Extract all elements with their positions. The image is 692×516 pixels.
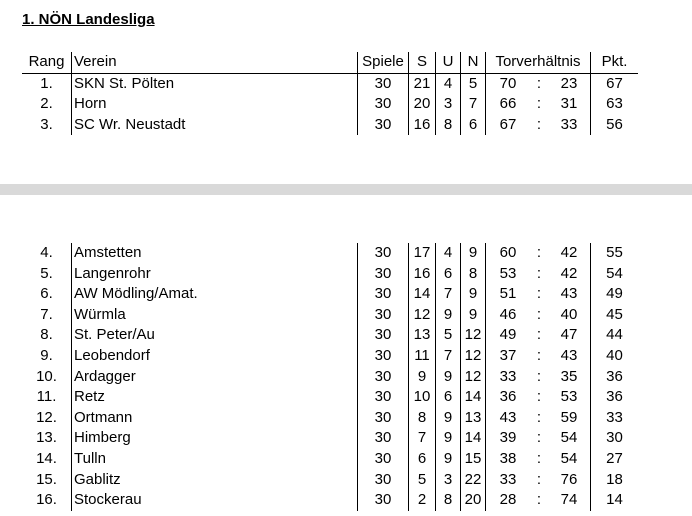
cell-tore-against: 54 [560,429,578,447]
cell-unentschieden: 5 [436,325,461,346]
cell-spiele: 30 [358,305,409,326]
cell-niederlagen: 22 [461,470,486,491]
cell-punkte: 27 [591,449,639,470]
cell-tore-separator: : [536,244,542,261]
cell-tore-against: 74 [560,491,578,509]
cell-verein: Amstetten [72,243,358,264]
cell-niederlagen: 20 [461,490,486,511]
cell-niederlagen: 12 [461,367,486,388]
cell-rang: 5. [40,264,53,282]
cell-tore-against: 31 [560,95,578,113]
cell-verein: Retz [72,387,358,408]
cell-spiele: 30 [358,346,409,367]
cell-tore-separator: : [536,264,542,282]
table-row [22,428,638,449]
header-torverhaeltnis: Torverhältnis [486,52,591,73]
cell-tore-against: 33 [560,115,578,133]
cell-rang: 11. [36,388,57,406]
table-row [22,367,638,388]
header-verein: Verein [72,52,358,73]
cell-siege: 5 [409,470,436,491]
cell-spiele: 30 [358,367,409,388]
cell-tore-against: 59 [560,408,578,426]
table-row [22,115,638,136]
cell-tore-against: 35 [560,367,578,385]
cell-tore-against: 53 [560,388,578,406]
cell-spiele: 30 [358,73,409,94]
cell-unentschieden: 4 [436,243,461,264]
cell-tore-separator: : [536,305,542,323]
cell-spiele: 30 [358,94,409,115]
cell-tore-for: 33 [486,367,531,388]
header-pkt: Pkt. [591,52,639,73]
cell-unentschieden: 9 [436,449,461,470]
cell-rang: 7. [40,305,53,323]
cell-tore-against: 43 [560,285,578,303]
cell-unentschieden: 9 [436,408,461,429]
cell-siege: 12 [409,305,436,326]
cell-tore-for: 38 [486,449,531,470]
cell-niederlagen: 5 [461,73,486,94]
cell-unentschieden: 9 [436,428,461,449]
cell-tore-against: 40 [560,305,578,323]
cell-punkte: 56 [591,115,639,136]
table-row [22,387,638,408]
table-row [22,346,638,367]
cell-tore-separator: : [536,285,542,303]
cell-unentschieden: 4 [436,73,461,94]
cell-niederlagen: 12 [461,325,486,346]
cell-tore-against: 54 [560,449,578,467]
cell-tore-for: 51 [486,284,531,305]
cell-siege: 20 [409,94,436,115]
cell-verein: Gablitz [72,470,358,491]
cell-punkte: 44 [591,325,639,346]
cell-niederlagen: 13 [461,408,486,429]
cell-tore-separator: : [536,449,542,467]
cell-tore-separator: : [536,429,542,447]
section-separator [0,184,692,195]
table-row [22,408,638,429]
cell-rang: 14. [36,449,57,467]
cell-tore-for: 60 [486,243,531,264]
table-row [22,284,638,305]
cell-tore-separator: : [536,74,542,92]
cell-verein: SC Wr. Neustadt [72,115,358,136]
cell-verein: Stockerau [72,490,358,511]
cell-siege: 8 [409,408,436,429]
cell-punkte: 49 [591,284,639,305]
cell-unentschieden: 9 [436,367,461,388]
cell-verein: Tulln [72,449,358,470]
cell-tore-separator: : [536,346,542,364]
cell-niederlagen: 15 [461,449,486,470]
cell-tore-against: 42 [560,244,578,261]
cell-tore-for: 39 [486,428,531,449]
cell-tore-separator: : [536,326,542,344]
cell-verein: Leobendorf [72,346,358,367]
cell-tore-separator: : [536,491,542,509]
page-title: 1. NÖN Landesliga [22,11,155,28]
cell-unentschieden: 8 [436,490,461,511]
cell-punkte: 55 [591,243,639,264]
cell-unentschieden: 6 [436,387,461,408]
cell-verein: SKN St. Pölten [72,73,358,94]
header-n: N [461,52,486,73]
cell-niederlagen: 12 [461,346,486,367]
header-u: U [436,52,461,73]
cell-unentschieden: 8 [436,115,461,136]
table-row [22,73,638,94]
cell-verein: Langenrohr [72,264,358,285]
cell-tore-for: 66 [486,94,531,115]
header-rang: Rang [22,52,72,73]
cell-spiele: 30 [358,490,409,511]
cell-rang: 2. [40,95,53,113]
cell-niederlagen: 14 [461,387,486,408]
cell-rang: 15. [36,470,57,488]
cell-tore-for: 53 [486,264,531,285]
cell-punkte: 14 [591,490,639,511]
cell-spiele: 30 [358,325,409,346]
cell-spiele: 30 [358,470,409,491]
cell-niederlagen: 7 [461,94,486,115]
cell-punkte: 40 [591,346,639,367]
cell-siege: 13 [409,325,436,346]
cell-verein: AW Mödling/Amat. [72,284,358,305]
cell-unentschieden: 7 [436,284,461,305]
table-row [22,449,638,470]
cell-niederlagen: 9 [461,305,486,326]
cell-spiele: 30 [358,284,409,305]
table-row [22,490,638,511]
cell-tore-separator: : [536,408,542,426]
cell-tore-for: 33 [486,470,531,491]
standings-table-bottom [22,243,638,511]
table-row [22,264,638,285]
cell-niederlagen: 9 [461,243,486,264]
standings-table-top [22,52,638,135]
cell-verein: Horn [72,94,358,115]
table-row [22,325,638,346]
table-header-row [22,52,638,73]
cell-verein: Himberg [72,428,358,449]
cell-siege: 6 [409,449,436,470]
cell-siege: 14 [409,284,436,305]
cell-spiele: 30 [358,387,409,408]
cell-siege: 10 [409,387,436,408]
cell-siege: 17 [409,243,436,264]
cell-tore-for: 70 [486,73,531,94]
cell-spiele: 30 [358,428,409,449]
cell-punkte: 67 [591,73,639,94]
cell-tore-for: 28 [486,490,531,511]
cell-punkte: 36 [591,367,639,388]
cell-verein: St. Peter/Au [72,325,358,346]
header-s: S [409,52,436,73]
cell-tore-against: 23 [560,74,578,92]
cell-tore-separator: : [536,367,542,385]
cell-punkte: 63 [591,94,639,115]
cell-tore-separator: : [536,388,542,406]
cell-punkte: 54 [591,264,639,285]
cell-tore-for: 43 [486,408,531,429]
cell-siege: 9 [409,367,436,388]
cell-tore-separator: : [536,95,542,113]
table-row [22,305,638,326]
cell-verein: Würmla [72,305,358,326]
cell-tore-for: 36 [486,387,531,408]
cell-rang: 4. [40,244,53,261]
cell-unentschieden: 3 [436,94,461,115]
cell-unentschieden: 3 [436,470,461,491]
cell-tore-separator: : [536,470,542,488]
cell-rang: 3. [40,115,53,133]
cell-spiele: 30 [358,264,409,285]
cell-tore-against: 47 [560,326,578,344]
cell-niederlagen: 9 [461,284,486,305]
cell-verein: Ortmann [72,408,358,429]
cell-rang: 6. [40,285,53,303]
cell-siege: 16 [409,264,436,285]
cell-siege: 21 [409,73,436,94]
cell-tore-against: 76 [560,470,578,488]
cell-tore-for: 37 [486,346,531,367]
cell-punkte: 36 [591,387,639,408]
cell-rang: 1. [40,74,53,92]
cell-tore-for: 49 [486,325,531,346]
cell-rang: 9. [40,346,53,364]
table-row [22,243,638,264]
cell-unentschieden: 7 [436,346,461,367]
cell-tore-against: 42 [560,264,578,282]
cell-siege: 11 [409,346,436,367]
cell-tore-for: 67 [486,115,531,136]
cell-verein: Ardagger [72,367,358,388]
header-spiele: Spiele [358,52,409,73]
cell-rang: 12. [36,408,57,426]
cell-niederlagen: 6 [461,115,486,136]
cell-unentschieden: 9 [436,305,461,326]
cell-rang: 13. [36,429,57,447]
cell-rang: 16. [36,491,57,509]
cell-punkte: 18 [591,470,639,491]
table-row [22,470,638,491]
cell-unentschieden: 6 [436,264,461,285]
cell-spiele: 30 [358,408,409,429]
cell-punkte: 30 [591,428,639,449]
cell-spiele: 30 [358,115,409,136]
cell-punkte: 45 [591,305,639,326]
cell-spiele: 30 [358,243,409,264]
cell-siege: 16 [409,115,436,136]
cell-rang: 8. [40,326,53,344]
cell-spiele: 30 [358,449,409,470]
cell-tore-separator: : [536,115,542,133]
cell-rang: 10. [36,367,57,385]
cell-punkte: 33 [591,408,639,429]
cell-siege: 7 [409,428,436,449]
cell-siege: 2 [409,490,436,511]
cell-niederlagen: 8 [461,264,486,285]
cell-tore-for: 46 [486,305,531,326]
table-row [22,94,638,115]
cell-niederlagen: 14 [461,428,486,449]
cell-tore-against: 43 [560,346,578,364]
